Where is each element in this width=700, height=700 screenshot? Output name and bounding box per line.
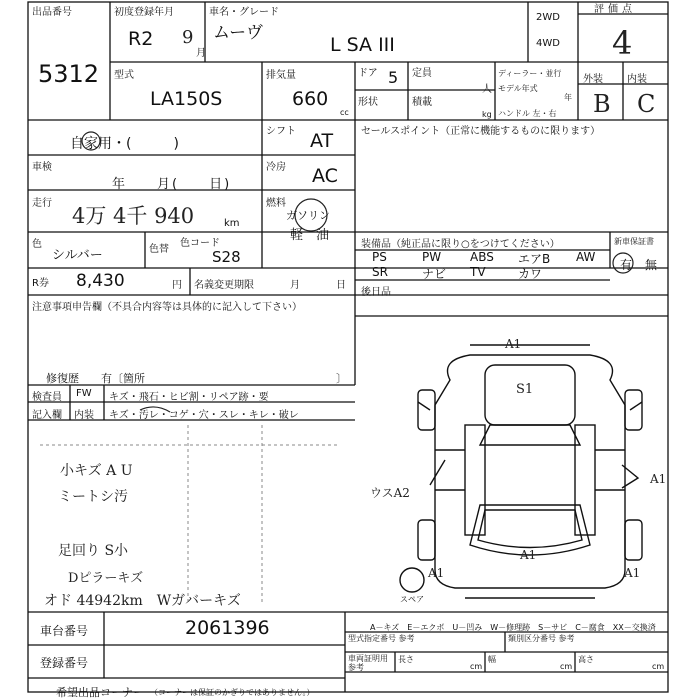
color-code: S28: [212, 248, 241, 266]
certificate-label: 車両証明用 参考: [348, 654, 388, 672]
cc-unit: cc: [340, 108, 349, 117]
overall-score: 4: [612, 24, 633, 62]
equipment-item: AW: [576, 250, 596, 264]
recycle-value: 8,430: [76, 271, 125, 291]
yen-unit: 円: [172, 280, 182, 291]
color-label: 色: [32, 239, 42, 250]
width-label: 幅: [488, 655, 496, 664]
recycle-label: R券: [32, 278, 49, 289]
equipment-item: PW: [422, 250, 442, 264]
equipment-label: 装備品（純正品に限り○をつけてください）: [361, 239, 560, 250]
spare-label: スペア: [400, 595, 424, 604]
chassis-label: 車台番号: [40, 624, 89, 638]
drive-4wd: 4WD: [536, 38, 560, 49]
exterior-label: 外装: [583, 74, 603, 85]
mark-top: A1: [505, 337, 522, 351]
interior-label: 内装: [627, 74, 647, 85]
doors-value: 5: [388, 68, 399, 87]
equipment-item: エアB: [518, 252, 551, 266]
mark-left: ウスA2: [370, 486, 410, 500]
month-unit: 月: [196, 48, 206, 59]
later-items-label: 後日品: [361, 287, 391, 298]
repair-close: 〕: [336, 372, 347, 385]
name-grade-label: 車名・グレード: [209, 7, 279, 18]
sales-points-label: セールスポイント（正常に機能するものに限ります）: [361, 126, 601, 137]
shape-label: 形状: [358, 97, 378, 108]
mark-front-right: A1: [624, 566, 641, 580]
shift-label: シフト: [266, 126, 296, 137]
dealer-label: ディーラー・並行: [498, 69, 562, 78]
km-unit: km: [224, 218, 240, 229]
length-unit: cm: [470, 662, 483, 671]
fuel-diesel: 軽 油: [290, 228, 330, 243]
registration-label: 登録番号: [40, 656, 89, 670]
displacement-label: 排気量: [266, 70, 296, 81]
length-label: 長さ: [398, 655, 414, 664]
reg-era: R2: [128, 28, 154, 50]
inspection-date: 年 月( 日): [112, 177, 232, 192]
year-unit: 年: [564, 93, 572, 102]
car-name: ムーヴ: [213, 23, 264, 43]
fuel-label: 燃料: [266, 198, 286, 209]
ac-value: AC: [312, 165, 338, 187]
lot-label: 出品番号: [32, 7, 72, 18]
warranty-yes: 有: [620, 258, 633, 272]
handwritten-note-4: Dピラーキズ: [68, 571, 144, 586]
exterior-grade: B: [593, 90, 611, 118]
handwritten-note-3: 足回り S小: [58, 543, 129, 559]
corner-label: 希望出品コーナー: [56, 686, 144, 699]
warranty-no: 無: [645, 258, 658, 272]
shift-value: AT: [310, 130, 334, 152]
score-label: 評価点: [594, 4, 636, 15]
load-label: 積載: [412, 97, 432, 108]
damage-legend: A－キズ E－エクボ U－凹み W－修理跡 S－サビ C－腐食 XX－交換済: [370, 623, 656, 632]
inspection-label: 車検: [32, 162, 52, 173]
type-designation-label: 型式指定番号 参考: [348, 634, 415, 643]
doors-label: ドア: [358, 68, 378, 79]
interior-grade: C: [637, 90, 656, 118]
color-code-label: 色コード: [180, 238, 220, 249]
model-year-label: モデル年式: [498, 84, 538, 93]
mileage-label: 走行: [32, 198, 52, 209]
reg-month: 9: [182, 27, 194, 48]
handle-label: ハンドル 左・右: [498, 109, 557, 118]
equipment-item: TV: [470, 265, 486, 279]
deadline-label: 名義変更期限: [194, 280, 254, 291]
person-unit: 人: [482, 84, 492, 95]
color-change-label: 色替: [149, 244, 169, 255]
equipment-item: PS: [372, 250, 387, 264]
mark-right: A1: [650, 472, 667, 486]
grade: L SA III: [330, 34, 395, 56]
first-reg-label: 初度登録年月: [114, 7, 174, 18]
inspector-label: 検査員: [32, 392, 62, 403]
corner-note: （コーナーは保証のかぎりではありません。）: [150, 688, 315, 697]
mileage-value: 4万 4千 940: [72, 204, 195, 228]
equipment-item: ABS: [470, 250, 494, 264]
capacity-label: 定員: [412, 68, 432, 79]
drive-2wd: 2WD: [536, 12, 560, 23]
handwritten-note-2: ミートシ汚: [58, 489, 128, 505]
color-value: シルバー: [52, 248, 103, 263]
interior-options: キズ・汚レ・コゲ・穴・スレ・キレ・破レ: [109, 410, 299, 421]
equipment-item: SR: [372, 265, 388, 279]
ac-label: 冷房: [266, 162, 286, 173]
width-unit: cm: [560, 662, 573, 671]
fw-options: キズ・飛石・ヒビ割・リペア跡・要: [109, 392, 269, 403]
lot-number: 5312: [38, 60, 100, 88]
mark-hood: A1: [520, 548, 537, 562]
deadline-day: 日: [336, 280, 346, 291]
fuel-gasoline: ガソリン: [286, 209, 330, 222]
model-label: 型式: [114, 70, 134, 81]
class-number-label: 類別区分番号 参考: [508, 634, 575, 643]
equipment-item: ナビ: [422, 267, 447, 281]
fw-label: FW: [76, 388, 92, 399]
mark-roof: S1: [516, 382, 534, 397]
equipment-item: カワ: [518, 267, 543, 281]
displacement: 660: [292, 88, 329, 110]
interior-entry-label: 内装: [74, 410, 94, 421]
model-code: LA150S: [150, 88, 223, 110]
handwritten-note-1: 小キズ A U: [60, 463, 133, 479]
repair-history: 修復歴 有〔箇所: [46, 372, 145, 385]
mark-front-left: A1: [428, 566, 445, 580]
usage-type: 自家用・( ): [70, 136, 179, 152]
entry-label: 記入欄: [32, 410, 62, 421]
handwritten-note-5: オド 44942km Wガバーキズ: [44, 593, 241, 609]
new-car-warranty-label: 新車保証書: [614, 237, 654, 246]
chassis-number: 2061396: [185, 617, 270, 639]
kg-unit: kg: [482, 110, 492, 119]
deadline-month: 月: [290, 280, 300, 291]
height-unit: cm: [652, 662, 665, 671]
height-label: 高さ: [578, 655, 594, 664]
notes-label: 注意事項申告欄（不具合内容等は具体的に記入して下さい）: [32, 302, 302, 313]
